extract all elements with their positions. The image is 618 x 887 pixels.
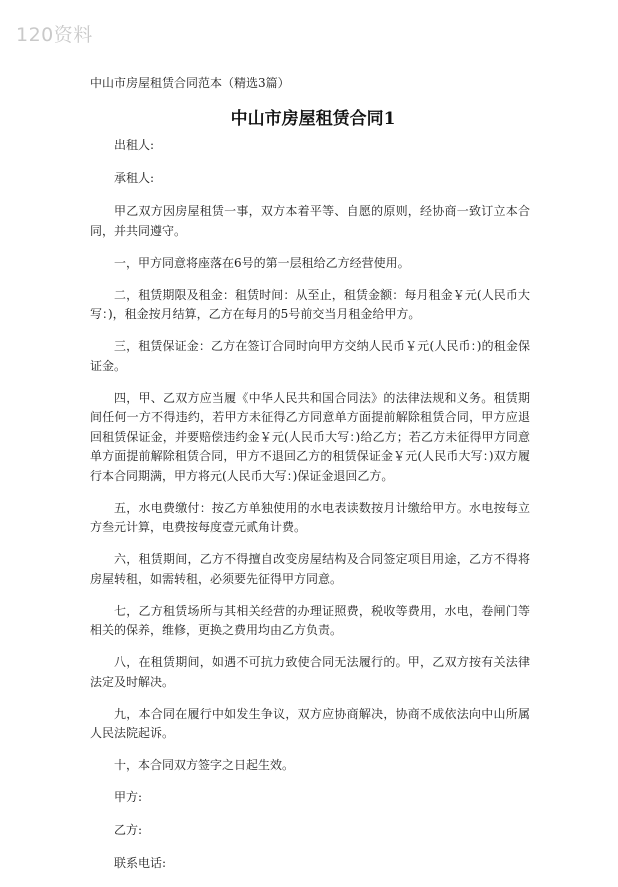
clause-1: 一，甲方同意将座落在6号的第一层租给乙方经营使用。 [114,255,410,270]
contract-body [90,136,530,887]
clause-7: 七，乙方租赁场所与其相关经营的办理证照费，税收等费用，水电，卷闸门等相关的保养，维修，更换之费用均由乙方负责。 [90,603,530,637]
clause-3: 三，租赁保证金：乙方在签订合同时向甲方交纳人民币￥元(人民币：)的租金保证金。 [90,339,530,373]
clause-9: 九，本合同在履行中如发生争议，双方应协商解决，协商不成依法向中山所属人民法院起诉。 [90,706,530,740]
clause-preamble: 甲乙双方因房屋租赁一事，双方本着平等、自愿的原则，经协商一致订立本合同，并共同遵守。 [90,204,530,238]
clause-6: 六，租赁期间，乙方不得擅自改变房屋结构及合同签定项目用途，乙方不得将房屋转租，如需转租，必须要先征得甲方同意。 [90,552,530,586]
party-a-signature: 甲方: [114,790,143,804]
clause-10: 十，本合同双方签字之日起生效。 [114,758,295,772]
watermark-logo: 120资料 [16,24,93,46]
contract-title: 中山市房屋租赁合同1 [230,109,396,129]
clause-4: 四，甲、乙双方应当履《中华人民共和国合同法》的法律法规和义务。租赁期间任何一方不得违约，若甲方未征得乙方同意单方面提前解除租赁合同，甲方应退回租赁保证金，并要赔偿违约金￥元(人民币大写：)给乙方；若乙方未征得甲方同意单方面提前解除租赁合同，甲方不退回乙方的租赁保证金￥元(人民币大写：)双方履行本合同期满，甲方将元(人民币大写：)保证金退回乙方。 [90,390,530,483]
document-header: 中山市房屋租赁合同范本（精选3篇） [90,76,290,90]
party-b-signature: 乙方: [114,823,143,837]
lessor-label: 出租人: [114,138,155,152]
clause-5: 五，水电费缴付：按乙方单独使用的水电表读数按月计缴给甲方。水电按每立方叁元计算，电费按每度壹元贰角计费。 [90,500,530,534]
clause-2: 二，租赁期限及租金：租赁时间：从至止，租赁金额：每月租金￥元(人民币大写：)，租金按月结算，乙方在每月的5号前交当月租金给甲方。 [90,287,530,321]
phone-label: 联系电话: [114,856,167,870]
lessee-label: 承租人: [114,171,155,185]
clause-8: 八，在租赁期间，如遇不可抗力致使合同无法履行的。甲，乙双方按有关法律法定及时解决。 [90,655,530,689]
